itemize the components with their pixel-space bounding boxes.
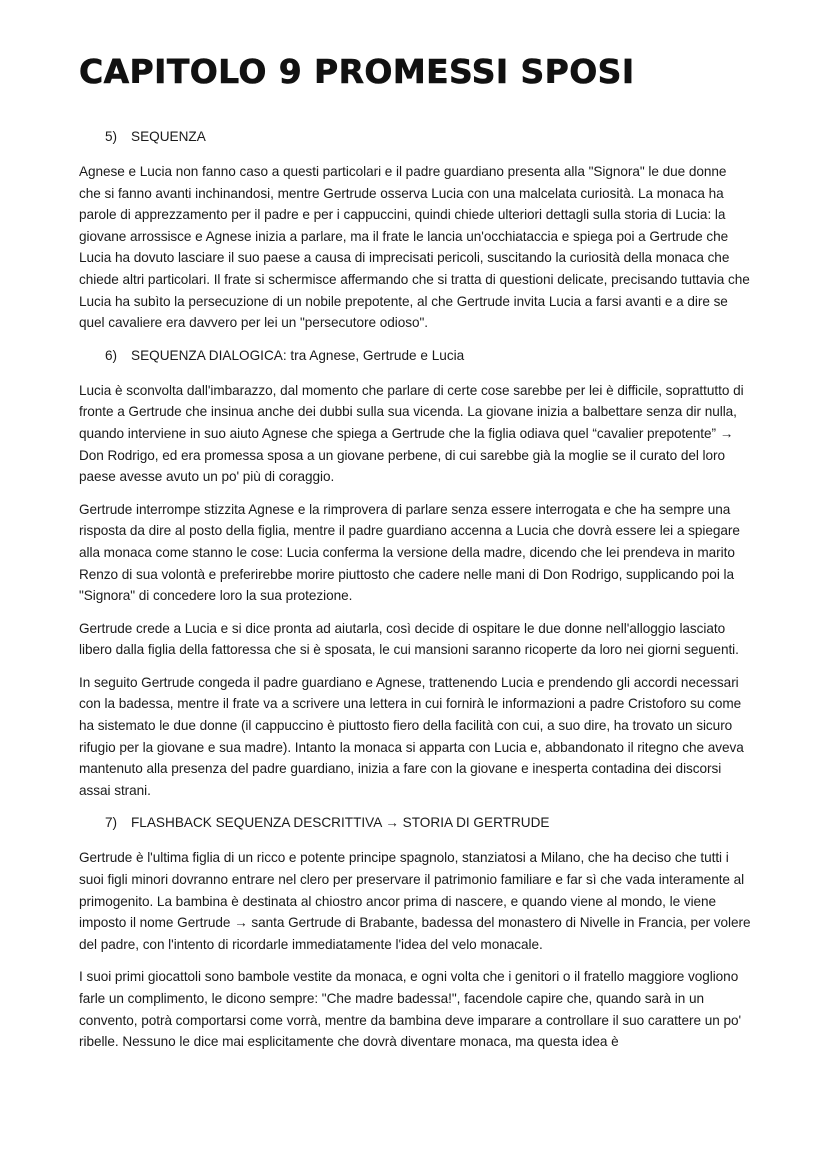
section-heading — [79, 345, 751, 366]
section-number: 5) — [105, 129, 118, 144]
paragraph: Gertrude interrompe stizzita Agnese e la rimprovera di parlare senza essere interrogata e che ha sempre una risposta da dire al posto della figlia, mentre il padre guardiano accenna a Lucia che dovrà essere lei a spiegare alla monaca come stanno le cose: Lucia conferma la versione della madre, dicendo che lei prendeva in marito Renzo di sua volontà e preferirebbe morire piuttosto che cadere nelle mani di Don Rodrigo, supplicando poi la "Signora" di concedere loro la sua protezione. — [79, 501, 740, 604]
paragraph: Agnese e Lucia non fanno caso a questi particolari e il padre guardiano presenta alla "Signora" le due donne che si fanno avanti inchinandosi, mentre Gertrude osserva Lucia con una malcelata curiosità. La monaca ha parole di apprezzamento per il padre e per i cappuccini, quindi chiede ulteriori dettagli sulla storia di Lucia: la giovane arrossisce e Agnese inizia a parlare, ma il frate le lancia un'occhiataccia e spiega poi a Gertrude che Lucia ha dovuto lasciare il suo paese a causa di imprecisati pericoli, suscitando la curiosità della monaca che chiede altri particolari. Il frate si schermisce affermando che si tratta di questioni delicate, precisando tuttavia che Lucia ha subìto la persecuzione di un nobile prepotente, al che Gertrude invita Lucia a farsi avanti e a dire se quel cavaliere era davvero per lei un "persecutore odioso". — [79, 164, 750, 331]
paragraph: Gertrude è l'ultima figlia di un ricco e potente principe spagnolo, stanziatosi a Milano, che ha deciso che tutti i suoi figli minori dovranno entrare nel clero per preservare il patrimonio familiare e far sì che vada interamente al primogenito. La bambina è destinata al chiostro ancor prima di nascere, e quando viene al mondo, le viene imposto il nome Gertrude → santa Gertrude di Brabante, badessa del monastero di Nivelle in Francia, per volere del padre, con l'intento di ricordarle immediatamente l'idea del velo monacale. — [79, 850, 751, 952]
section-heading — [79, 812, 751, 833]
section-title: SEQUENZA DIALOGICA: tra Agnese, Gertrude e Lucia — [131, 347, 465, 363]
section-title: FLASHBACK SEQUENZA DESCRITTIVA → STORIA DI GERTRUDE — [131, 815, 550, 831]
section-number: 6) — [105, 347, 118, 363]
section-title: SEQUENZA — [131, 129, 206, 144]
paragraph: In seguito Gertrude congeda il padre guardiano e Agnese, trattenendo Lucia e prendendo gli accordi necessari con la badessa, mentre il frate va a scrivere una lettera in cui fornirà le informazioni a padre Cristoforo su come ha sistemato le due donne (il cappuccino è piuttosto fiero della facilità con cui, a suo dire, ha trovato un sicuro rifugio per la giovane e sua madre). Intanto la monaca si apparta con Lucia e, abbandonato il ritegno che aveva mantenuto alla presenza del padre guardiano, inizia a fare con la giovane e inesperta contadina dei discorsi assai strani. — [79, 674, 744, 798]
section-number: 7) — [105, 815, 118, 831]
document-page — [79, 50, 751, 1064]
section-heading — [79, 126, 751, 147]
page-title: CAPITOLO 9 PROMESSI SPOSI — [79, 52, 635, 91]
paragraph: I suoi primi giocattoli sono bambole vestite da monaca, e ogni volta che i genitori o il fratello maggiore vogliono farle un complimento, le dicono sempre: "Che madre badessa!", facendole capire che, quando sarà in un convento, potrà comportarsi come vorrà, mentre da bambina deve imparare a controllare il suo carattere un po' ribelle. Nessuno le dice mai esplicitamente che dovrà diventare monaca, ma questa idea è — [79, 969, 742, 1050]
paragraph: Lucia è sconvolta dall'imbarazzo, dal momento che parlare di certe cose sarebbe per lei è difficile, soprattutto di fronte a Gertrude che insinua anche dei dubbi sulla sua vicenda. La giovane inizia a balbettare senza dir nulla, quando interviene in suo aiuto Agnese che spiega a Gertrude che la figlia odiava quel “cavalier prepotente” → Don Rodrigo, ed era promessa sposa a un giovane perbene, di cui sarebbe già la moglie se il curato del loro paese avesse avuto un po' più di coraggio. — [79, 382, 744, 485]
paragraph: Gertrude crede a Lucia e si dice pronta ad aiutarla, così decide di ospitare le due donne nell'alloggio lasciato libero dalla figlia della fattoressa che si è sposata, le cui mansioni saranno ricoperte da loro nei giorni seguenti. — [79, 620, 739, 658]
